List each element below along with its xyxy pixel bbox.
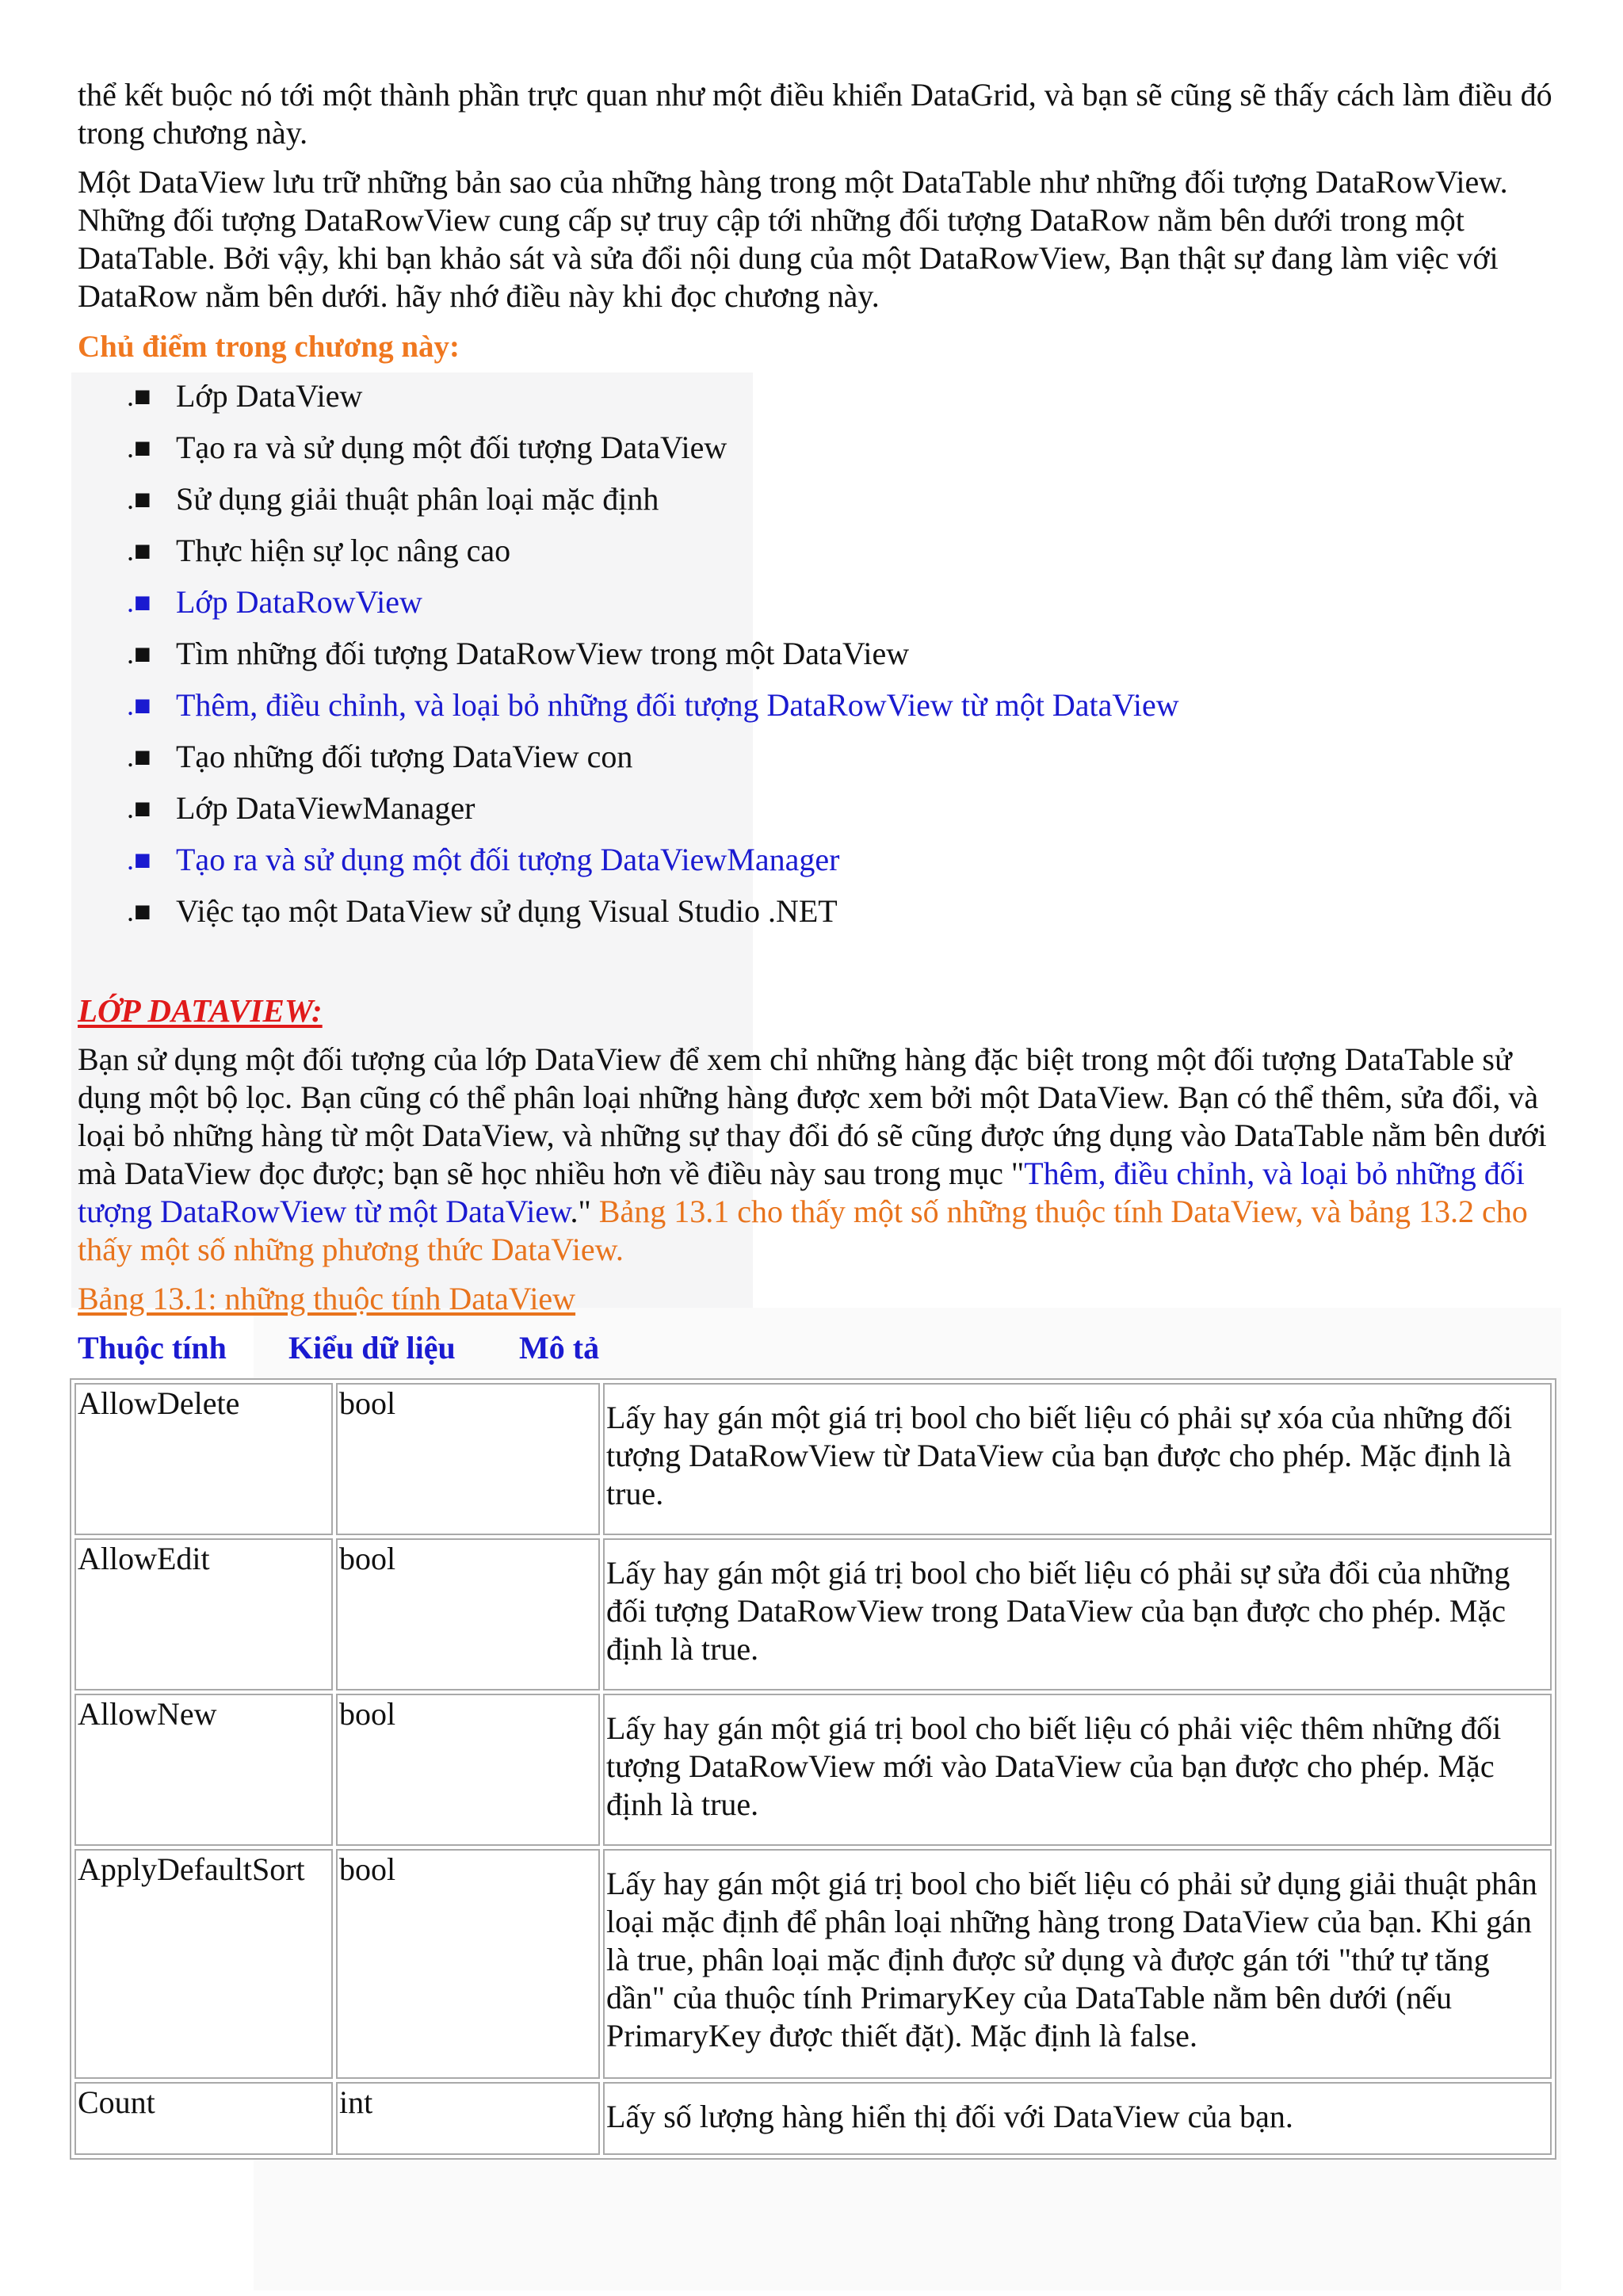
topic-item xyxy=(127,738,1568,789)
section-body xyxy=(78,1041,1568,1269)
topics-heading: Chủ điểm trong chương này: xyxy=(78,330,460,364)
property-type-cell: bool xyxy=(336,1383,600,1535)
section-body-text-2: ." xyxy=(570,1194,599,1229)
property-description-cell: Lấy hay gán một giá trị bool cho biết liệu có phải sự xóa của những đối tượng DataRowView từ DataView của bạn được cho phép. Mặc định là true. xyxy=(603,1383,1552,1535)
square-bullet-icon: .■ xyxy=(127,741,151,773)
square-bullet-icon: .■ xyxy=(127,380,151,412)
intro-paragraph-1: thể kết buộc nó tới một thành phần trực quan như một điều khiển DataGrid, và bạn sẽ cũng sẽ thấy cách làm điều đó trong chương này. xyxy=(78,77,1552,151)
square-bullet-icon: .■ xyxy=(127,432,151,464)
column-headers xyxy=(78,1329,1568,1367)
column-header-property: Thuộc tính xyxy=(78,1330,227,1366)
topic-label: Tạo ra và sử dụng một đối tượng DataView xyxy=(176,430,727,465)
topic-item xyxy=(127,892,1568,944)
column-header-description: Mô tả xyxy=(519,1330,600,1366)
topic-label: Việc tạo một DataView sử dụng Visual Studio .NET xyxy=(176,893,838,929)
table-row xyxy=(74,1383,1552,1535)
property-description-cell: Lấy hay gán một giá trị bool cho biết liệu có phải sự sửa đổi của những đối tượng DataRowView trong DataView của bạn được cho phép. Mặc định là true. xyxy=(603,1538,1552,1690)
square-bullet-icon: .■ xyxy=(127,896,151,927)
topic-item-link[interactable] xyxy=(127,686,1568,738)
topic-item-link[interactable] xyxy=(127,583,1568,635)
properties-table xyxy=(70,1378,1556,2160)
section-body-link[interactable]: Thêm, điều chỉnh, và loại bỏ những đối tượng DataRowView từ một DataView xyxy=(78,1156,1525,1229)
topic-item xyxy=(127,377,1568,429)
topic-item-link[interactable] xyxy=(127,841,1568,892)
property-type-cell: bool xyxy=(336,1694,600,1846)
topic-label: Thực hiện sự lọc nâng cao xyxy=(176,533,511,568)
topic-item xyxy=(127,635,1568,686)
table-caption[interactable]: Bảng 13.1: những thuộc tính DataView xyxy=(78,1281,576,1316)
square-bullet-icon: .■ xyxy=(127,690,151,721)
intro-paragraph-2: Một DataView lưu trữ những bản sao của những hàng trong một DataTable như những đối tượng DataRowView. Những đối tượng DataRowView cung cấp sự truy cập tới những đối tượng DataRow nằm bên dưới trong một DataTable. Bởi vậy, khi bạn khảo sát và sửa đổi nội dung của một DataRowView, Bạn thật sự đang làm việc với DataRow nằm bên dưới. hãy nhớ điều này khi đọc chương này. xyxy=(78,164,1508,314)
topic-list xyxy=(78,377,1568,944)
property-name-cell: ApplyDefaultSort xyxy=(74,1849,333,2079)
property-name-cell: AllowNew xyxy=(74,1694,333,1846)
square-bullet-icon: .■ xyxy=(127,535,151,567)
property-name-cell: AllowEdit xyxy=(74,1538,333,1690)
topic-label: Tạo những đối tượng DataView con xyxy=(176,739,633,774)
property-description-cell: Lấy hay gán một giá trị bool cho biết liệu có phải sử dụng giải thuật phân loại mặc định để phân loại những hàng trong DataView của bạn. Khi gán là true, phân loại mặc định được sử dụng và được gán tới "thứ tự tăng dần" của thuộc tính PrimaryKey của DataTable nằm bên dưới (nếu PrimaryKey được thiết đặt). Mặc định là false. xyxy=(603,1849,1552,2079)
topic-link-label[interactable]: Tạo ra và sử dụng một đối tượng DataViewManager xyxy=(176,842,840,877)
topic-item xyxy=(127,789,1568,841)
topic-item xyxy=(127,532,1568,583)
square-bullet-icon: .■ xyxy=(127,793,151,824)
topic-item xyxy=(127,429,1568,480)
table-row xyxy=(74,2082,1552,2155)
topic-label: Lớp DataView xyxy=(176,378,363,414)
property-type-cell: bool xyxy=(336,1538,600,1690)
property-type-cell: int xyxy=(336,2082,600,2155)
square-bullet-icon: .■ xyxy=(127,638,151,670)
section-body-orange: Bảng 13.1 cho thấy một số những thuộc tính DataView, và bảng 13.2 cho thấy một số những phương thức DataView. xyxy=(78,1194,1528,1267)
column-header-type: Kiểu dữ liệu xyxy=(288,1330,456,1366)
square-bullet-icon: .■ xyxy=(127,844,151,876)
topic-label: Sử dụng giải thuật phân loại mặc định xyxy=(176,481,659,517)
topic-label: Tìm những đối tượng DataRowView trong một DataView xyxy=(176,636,910,671)
square-bullet-icon: .■ xyxy=(127,483,151,515)
table-row xyxy=(74,1694,1552,1846)
square-bullet-icon: .■ xyxy=(127,586,151,618)
table-row xyxy=(74,1849,1552,2079)
section-body-text: Bạn sử dụng một đối tượng của lớp DataView để xem chỉ những hàng đặc biệt trong một đối tượng DataTable sử dụng một bộ lọc. Bạn cũng có thể phân loại những hàng được xem bởi một DataView. Bạn có thể thêm, sửa đổi, và loại bỏ những hàng từ một DataView, và những sự thay đổi đó sẽ cũng được ứng dụng vào DataTable nằm bên dưới mà DataView đọc được; bạn sẽ học nhiều hơn về điều này sau trong mục " xyxy=(78,1041,1547,1191)
table-row xyxy=(74,1538,1552,1690)
property-type-cell: bool xyxy=(336,1849,600,2079)
topic-link-label[interactable]: Lớp DataRowView xyxy=(176,584,422,620)
section-title: LỚP DATAVIEW: xyxy=(78,992,323,1029)
property-description-cell: Lấy số lượng hàng hiển thị đối với DataView của bạn. xyxy=(603,2082,1552,2155)
property-name-cell: AllowDelete xyxy=(74,1383,333,1535)
property-description-cell: Lấy hay gán một giá trị bool cho biết liệu có phải việc thêm những đối tượng DataRowView mới vào DataView của bạn được cho phép. Mặc định là true. xyxy=(603,1694,1552,1846)
topic-label: Lớp DataViewManager xyxy=(176,790,475,826)
topic-link-label[interactable]: Thêm, điều chỉnh, và loại bỏ những đối tượng DataRowView từ một DataView xyxy=(176,687,1179,723)
document-page xyxy=(78,76,1568,2160)
property-name-cell: Count xyxy=(74,2082,333,2155)
topic-item xyxy=(127,480,1568,532)
